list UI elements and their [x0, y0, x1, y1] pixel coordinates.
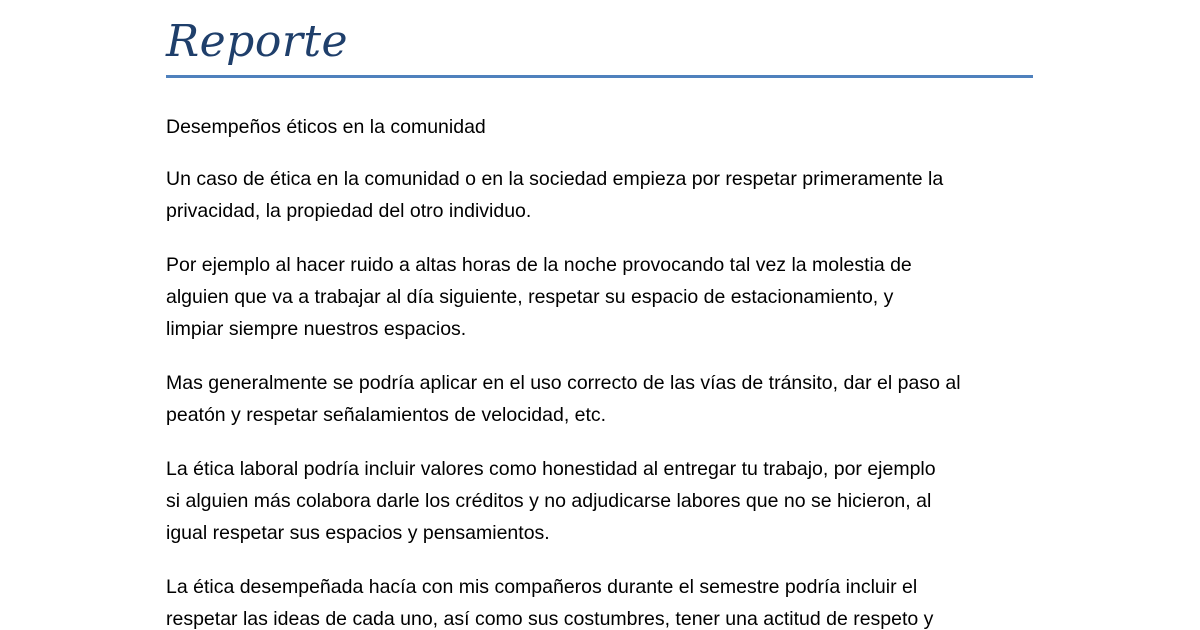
paragraph-line: limpiar siempre nuestros espacios. — [166, 318, 467, 340]
paragraph-line: privacidad, la propiedad del otro individuo. — [166, 200, 532, 222]
title-underline — [166, 75, 1033, 78]
paragraph-line: respetar las ideas de cada uno, así como sus costumbres, tener una actitud de respeto y — [166, 608, 934, 630]
section-heading: Desempeños éticos en la comunidad — [166, 116, 486, 138]
document-body — [166, 111, 1046, 630]
paragraph-2 — [166, 249, 1046, 345]
paragraph-line: Un caso de ética en la comunidad o en la sociedad empieza por respetar primeramente la — [166, 168, 944, 190]
paragraph-line: alguien que va a trabajar al día siguiente, respetar su espacio de estacionamiento, y — [166, 286, 894, 308]
paragraph-line: peatón y respetar señalamientos de velocidad, etc. — [166, 404, 607, 426]
paragraph-line: Por ejemplo al hacer ruido a altas horas de la noche provocando tal vez la molestia de — [166, 254, 912, 276]
paragraph-3 — [166, 367, 1046, 431]
paragraph-4 — [166, 453, 1046, 549]
paragraph-line: La ética laboral podría incluir valores como honestidad al entregar tu trabajo, por ejemplo — [166, 458, 936, 480]
paragraph-line: Mas generalmente se podría aplicar en el uso correcto de las vías de tránsito, dar el paso al — [166, 372, 961, 394]
paragraph-line: igual respetar sus espacios y pensamientos. — [166, 522, 550, 544]
paragraph-5 — [166, 571, 1046, 630]
paragraph-line: si alguien más colabora darle los créditos y no adjudicarse labores que no se hicieron, al — [166, 490, 932, 512]
document-title: Reporte — [166, 16, 349, 67]
paragraph-line: La ética desempeñada hacía con mis compañeros durante el semestre podría incluir el — [166, 576, 918, 598]
paragraph-1 — [166, 163, 1046, 227]
